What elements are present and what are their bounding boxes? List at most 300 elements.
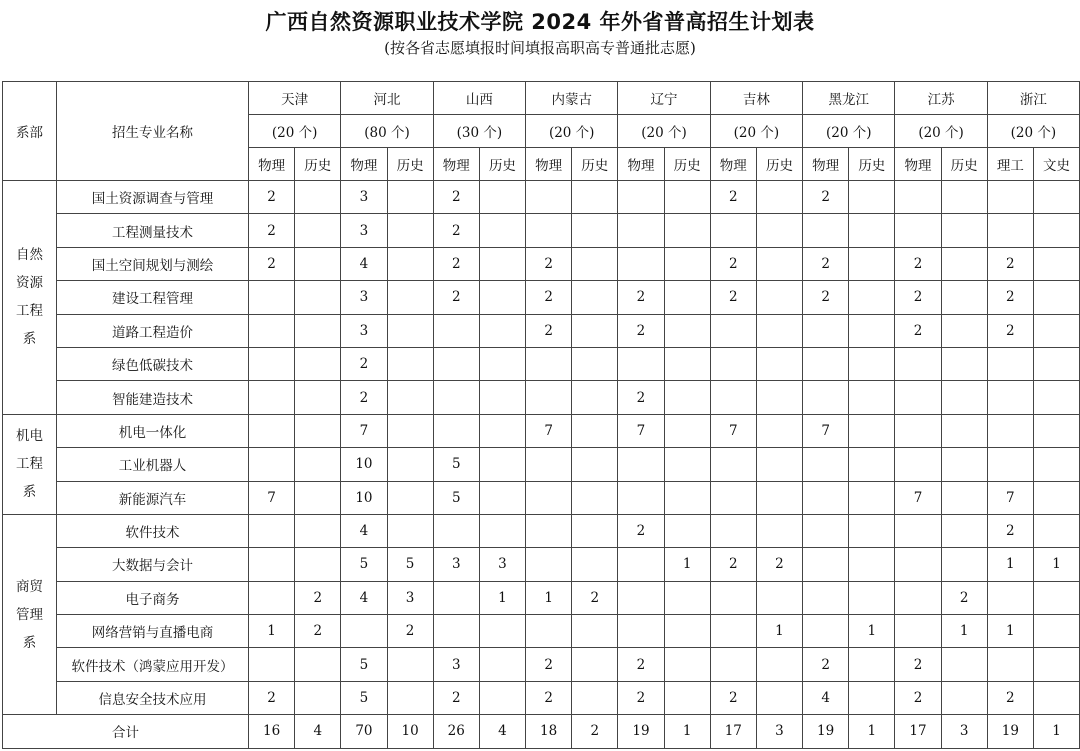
quota-cell: 2 [803,648,849,681]
quota-cell [664,281,710,314]
quota-cell [1033,247,1079,280]
quota-cell [895,615,941,648]
quota-cell [941,181,987,214]
quota-cell: 1 [1033,548,1079,581]
quota-cell [803,381,849,414]
quota-cell [249,381,295,414]
quota-cell: 3 [387,581,433,614]
quota-cell [895,581,941,614]
quota-cell [433,414,479,447]
quota-cell: 2 [895,681,941,714]
major-name: 信息安全技术应用 [57,681,249,714]
quota-cell [526,548,572,581]
quota-cell: 2 [803,281,849,314]
quota-cell: 5 [341,648,387,681]
quota-cell: 5 [433,448,479,481]
quota-cell [618,347,664,380]
quota-cell [1033,514,1079,547]
quota-cell [941,414,987,447]
quota-cell [1033,214,1079,247]
quota-cell [756,381,802,414]
quota-cell [849,481,895,514]
quota-cell: 2 [618,514,664,547]
subject-header: 物理 [249,148,295,181]
quota-cell [803,314,849,347]
quota-cell [664,514,710,547]
total-cell: 4 [479,715,525,748]
quota-cell [479,381,525,414]
quota-cell [479,514,525,547]
quota-cell [849,514,895,547]
province-name: 辽宁 [618,82,710,115]
quota-cell [849,681,895,714]
quota-cell [526,615,572,648]
quota-cell [295,481,341,514]
total-cell: 16 [249,715,295,748]
quota-cell: 1 [756,615,802,648]
quota-cell: 3 [433,548,479,581]
quota-cell [479,414,525,447]
quota-cell: 1 [479,581,525,614]
table-row [3,214,1080,247]
quota-cell: 1 [987,615,1033,648]
total-cell: 19 [618,715,664,748]
quota-cell: 2 [895,281,941,314]
quota-cell: 2 [895,648,941,681]
province-name: 内蒙古 [526,82,618,115]
department-cell [3,514,57,714]
province-name: 天津 [249,82,341,115]
quota-cell [756,648,802,681]
quota-cell [618,481,664,514]
quota-cell [572,514,618,547]
quota-cell [479,615,525,648]
quota-cell [941,548,987,581]
quota-cell [526,514,572,547]
quota-cell [387,314,433,347]
quota-cell [987,381,1033,414]
quota-cell: 7 [803,414,849,447]
total-cell: 3 [941,715,987,748]
quota-cell: 2 [526,314,572,347]
total-cell: 1 [1033,715,1079,748]
quota-cell [664,481,710,514]
quota-cell [387,681,433,714]
quota-cell [249,314,295,347]
quota-cell: 2 [341,347,387,380]
quota-cell [479,681,525,714]
major-name: 工业机器人 [57,448,249,481]
quota-cell [295,681,341,714]
subject-header: 历史 [387,148,433,181]
quota-cell: 2 [987,247,1033,280]
major-name: 大数据与会计 [57,548,249,581]
major-header: 招生专业名称 [57,82,249,181]
quota-cell [664,581,710,614]
province-quota: (20 个) [803,115,895,148]
province-quota: (20 个) [710,115,802,148]
quota-cell [572,181,618,214]
quota-cell [756,281,802,314]
quota-cell: 2 [526,681,572,714]
subject-header: 物理 [526,148,572,181]
quota-cell [1033,581,1079,614]
quota-cell: 7 [341,414,387,447]
quota-cell [1033,181,1079,214]
quota-cell [849,181,895,214]
quota-cell: 7 [987,481,1033,514]
quota-cell: 2 [433,181,479,214]
quota-cell [572,381,618,414]
quota-cell [387,381,433,414]
quota-cell: 3 [479,548,525,581]
quota-cell [756,448,802,481]
major-name: 绿色低碳技术 [57,347,249,380]
quota-cell [664,181,710,214]
quota-cell: 3 [341,314,387,347]
quota-cell [249,448,295,481]
quota-cell: 1 [249,615,295,648]
quota-cell [387,347,433,380]
subject-header: 物理 [618,148,664,181]
quota-cell: 2 [387,615,433,648]
quota-cell [803,214,849,247]
quota-cell: 2 [249,214,295,247]
quota-cell [941,247,987,280]
quota-cell [803,481,849,514]
quota-cell [618,448,664,481]
quota-cell [849,281,895,314]
subject-header: 历史 [572,148,618,181]
quota-cell [479,247,525,280]
province-name: 河北 [341,82,433,115]
quota-cell [433,381,479,414]
quota-cell [295,181,341,214]
quota-cell [387,648,433,681]
quota-cell [526,448,572,481]
total-cell: 17 [710,715,756,748]
quota-cell [756,347,802,380]
major-name: 工程测量技术 [57,214,249,247]
quota-cell [479,314,525,347]
quota-cell [756,181,802,214]
quota-cell [479,181,525,214]
total-cell: 19 [803,715,849,748]
table-row [3,448,1080,481]
subject-header: 理工 [987,148,1033,181]
table-row [3,548,1080,581]
quota-cell: 1 [987,548,1033,581]
department-name-line: 系 [22,634,37,651]
quota-cell: 2 [572,581,618,614]
quota-cell: 2 [249,181,295,214]
quota-cell: 5 [341,548,387,581]
quota-cell [618,214,664,247]
major-name: 道路工程造价 [57,314,249,347]
quota-cell: 2 [341,381,387,414]
quota-cell [572,314,618,347]
subject-header: 历史 [849,148,895,181]
major-name: 智能建造技术 [57,381,249,414]
quota-cell [526,481,572,514]
quota-cell [572,548,618,581]
quota-cell [941,481,987,514]
quota-cell [1033,681,1079,714]
major-name: 软件技术 [57,514,249,547]
quota-cell [895,414,941,447]
department-name-line: 系 [22,484,37,501]
quota-cell [710,481,756,514]
quota-cell: 2 [433,281,479,314]
quota-cell [341,615,387,648]
quota-cell [526,181,572,214]
quota-cell [895,548,941,581]
quota-cell [803,514,849,547]
total-cell: 26 [433,715,479,748]
quota-cell [295,514,341,547]
quota-cell [387,448,433,481]
province-name: 江苏 [895,82,987,115]
quota-cell [249,548,295,581]
department-name-line: 工程 [16,456,43,473]
quota-cell [710,615,756,648]
department-cell [3,181,57,415]
quota-cell: 2 [710,548,756,581]
quota-cell [387,181,433,214]
quota-cell [433,314,479,347]
quota-cell [295,448,341,481]
quota-cell: 2 [526,281,572,314]
quota-cell [895,448,941,481]
quota-cell [895,381,941,414]
quota-cell [433,347,479,380]
quota-cell [572,247,618,280]
quota-cell [295,281,341,314]
province-quota: (30 个) [433,115,525,148]
header-row-province [3,82,1080,115]
page-subtitle: (按各省志愿填报时间填报高职高专普通批志愿) [384,39,696,57]
quota-cell [756,414,802,447]
quota-cell: 1 [664,548,710,581]
quota-cell [849,581,895,614]
quota-cell [618,581,664,614]
department-name-line: 商贸 [16,578,43,595]
quota-cell: 2 [895,314,941,347]
quota-cell [710,314,756,347]
quota-cell [987,448,1033,481]
quota-cell [387,281,433,314]
quota-cell [941,448,987,481]
quota-cell [1033,314,1079,347]
quota-cell [664,615,710,648]
quota-cell: 5 [341,681,387,714]
quota-cell [849,247,895,280]
quota-cell: 3 [341,181,387,214]
quota-cell [941,314,987,347]
quota-cell [1033,481,1079,514]
quota-cell [664,448,710,481]
quota-cell: 10 [341,448,387,481]
quota-cell [1033,381,1079,414]
table-row [3,681,1080,714]
table-row [3,414,1080,447]
quota-cell [1033,281,1079,314]
quota-cell [295,548,341,581]
quota-cell [895,347,941,380]
quota-cell: 5 [387,548,433,581]
quota-cell [295,414,341,447]
quota-cell [433,514,479,547]
quota-cell [756,481,802,514]
quota-cell [618,247,664,280]
quota-cell [479,347,525,380]
quota-cell [664,414,710,447]
quota-cell [664,214,710,247]
quota-cell [572,481,618,514]
quota-cell [710,648,756,681]
quota-cell [572,648,618,681]
quota-cell: 3 [341,281,387,314]
quota-cell [249,281,295,314]
quota-cell [803,347,849,380]
quota-cell [572,414,618,447]
quota-cell [756,681,802,714]
total-cell: 19 [987,715,1033,748]
quota-cell: 2 [618,314,664,347]
quota-cell: 3 [433,648,479,681]
major-name: 电子商务 [57,581,249,614]
quota-cell: 7 [895,481,941,514]
quota-cell [295,648,341,681]
quota-cell [710,514,756,547]
quota-cell: 2 [710,281,756,314]
major-name: 国土空间规划与测绘 [57,247,249,280]
quota-cell [756,514,802,547]
quota-cell [710,214,756,247]
quota-cell: 4 [803,681,849,714]
table-header [3,82,1080,181]
table-row [3,581,1080,614]
quota-cell [756,581,802,614]
quota-cell: 2 [618,381,664,414]
quota-cell: 7 [618,414,664,447]
total-cell: 3 [756,715,802,748]
quota-cell [387,481,433,514]
quota-cell: 2 [710,181,756,214]
subject-header: 物理 [803,148,849,181]
quota-cell: 2 [987,681,1033,714]
quota-cell [664,381,710,414]
quota-cell: 1 [526,581,572,614]
quota-cell [572,347,618,380]
quota-cell [249,514,295,547]
total-cell: 2 [572,715,618,748]
quota-cell [479,448,525,481]
quota-cell: 2 [895,247,941,280]
quota-cell [295,347,341,380]
province-quota: (20 个) [526,115,618,148]
major-name: 机电一体化 [57,414,249,447]
enrollment-plan-table [2,81,1080,749]
quota-cell [941,214,987,247]
quota-cell [941,648,987,681]
quota-cell [849,414,895,447]
quota-cell: 4 [341,514,387,547]
quota-cell [664,247,710,280]
province-name: 浙江 [987,82,1079,115]
quota-cell: 2 [433,214,479,247]
quota-cell [710,381,756,414]
quota-cell: 2 [710,681,756,714]
quota-cell [664,648,710,681]
quota-cell: 2 [710,247,756,280]
quota-cell: 7 [249,481,295,514]
quota-cell: 2 [803,181,849,214]
total-cell: 18 [526,715,572,748]
quota-cell [1033,648,1079,681]
department-name-line: 自然 [16,247,43,264]
quota-cell [1033,615,1079,648]
quota-cell [803,581,849,614]
quota-cell [941,681,987,714]
table-row [3,314,1080,347]
table-row [3,281,1080,314]
subject-header: 文史 [1033,148,1079,181]
quota-cell [803,615,849,648]
table-row [3,181,1080,214]
department-cell [3,414,57,514]
quota-cell [849,314,895,347]
quota-cell: 7 [526,414,572,447]
subject-header: 物理 [710,148,756,181]
quota-cell [479,481,525,514]
quota-cell [849,548,895,581]
quota-cell [618,615,664,648]
table-row [3,514,1080,547]
quota-cell [849,648,895,681]
quota-cell [803,448,849,481]
major-name: 软件技术（鸿蒙应用开发） [57,648,249,681]
major-name: 新能源汽车 [57,481,249,514]
total-cell: 17 [895,715,941,748]
quota-cell [526,381,572,414]
major-name: 网络营销与直播电商 [57,615,249,648]
quota-cell [295,314,341,347]
quota-cell [572,281,618,314]
quota-cell: 4 [341,247,387,280]
major-name: 国土资源调查与管理 [57,181,249,214]
quota-cell [387,214,433,247]
quota-cell [895,514,941,547]
subject-header: 物理 [341,148,387,181]
table-body [3,181,1080,749]
quota-cell [756,314,802,347]
quota-cell [249,414,295,447]
quota-cell [987,347,1033,380]
total-row [3,715,1080,748]
quota-cell [295,381,341,414]
quota-cell [433,581,479,614]
quota-cell: 2 [295,615,341,648]
quota-cell [479,281,525,314]
quota-cell: 5 [433,481,479,514]
quota-cell: 1 [849,615,895,648]
quota-cell [1033,414,1079,447]
major-name: 建设工程管理 [57,281,249,314]
quota-cell [387,414,433,447]
table-row [3,481,1080,514]
quota-cell [433,615,479,648]
